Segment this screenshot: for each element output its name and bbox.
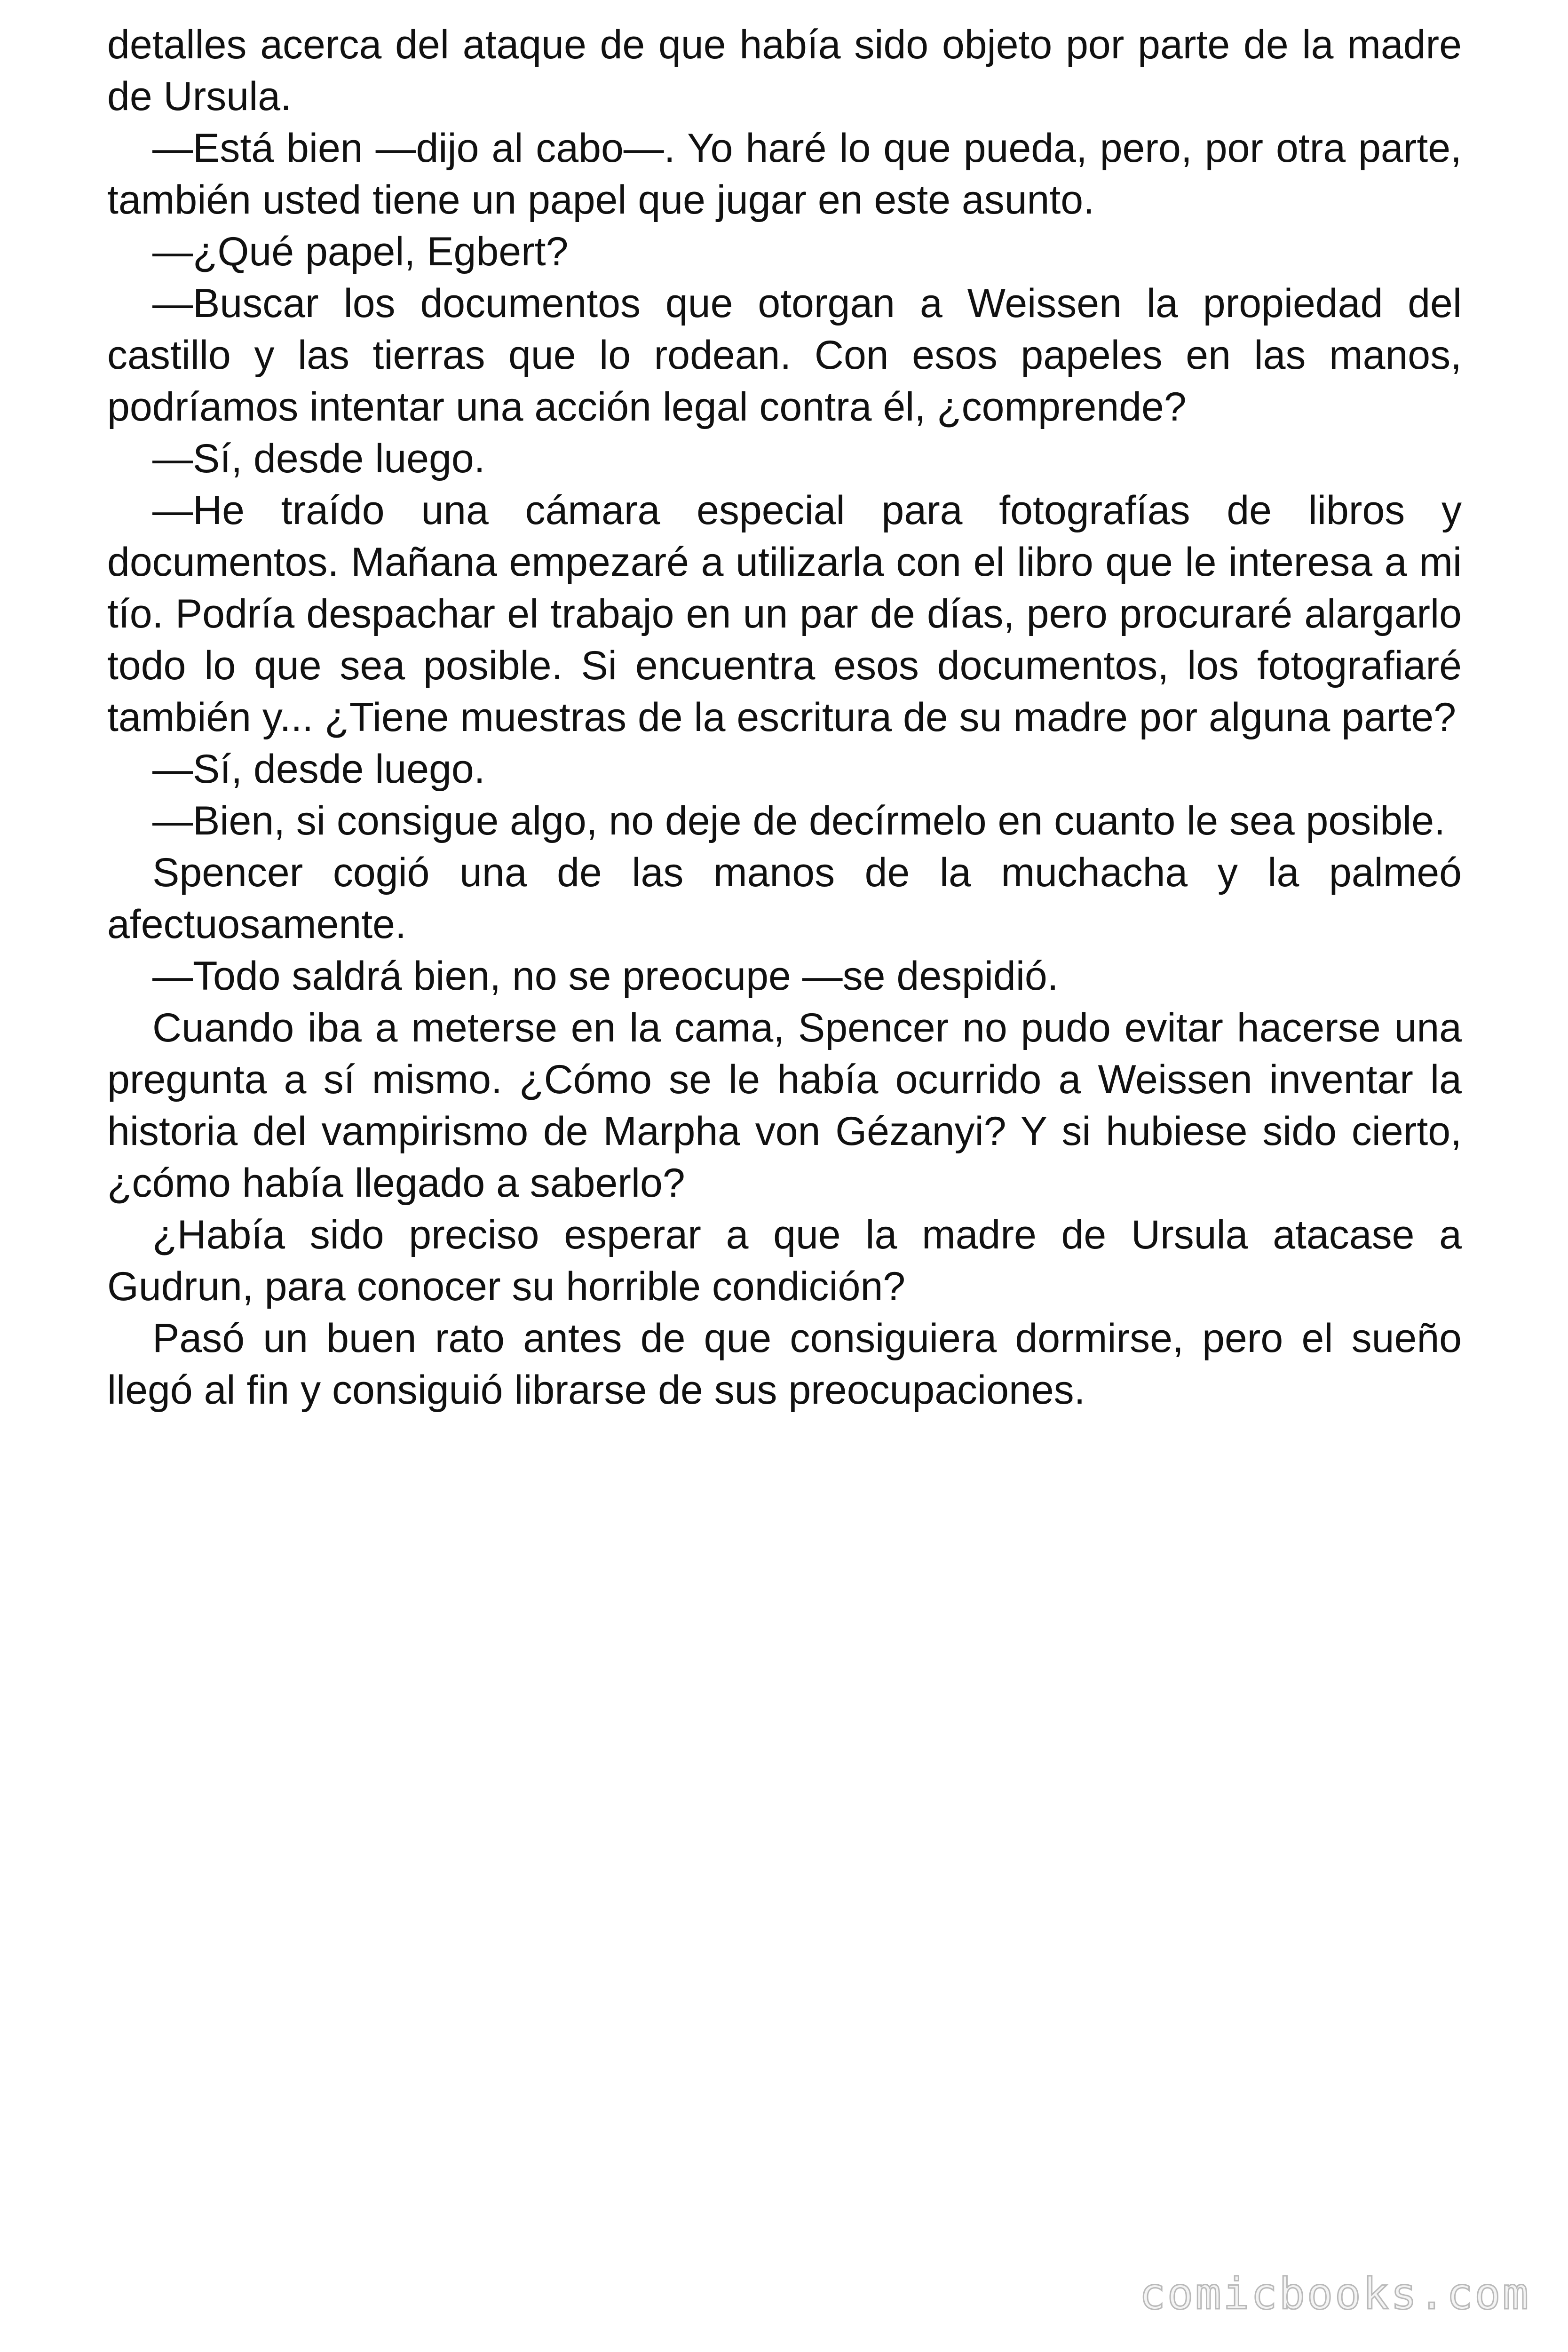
paragraph: —Sí, desde luego. (152, 747, 485, 792)
paragraph: —Está bien —dijo al cabo—. Yo haré lo que pueda, pero, por otra parte, también usted tiene un papel que jugar en este asunto. (107, 126, 1462, 222)
paragraph: —¿Qué papel, Egbert? (152, 229, 569, 274)
paragraph: Cuando iba a meterse en la cama, Spencer no pudo evitar hacerse una pregunta a sí mismo. ¿Cómo se le había ocurrido a Weissen inventar la historia del vampirismo de Marpha von Gézanyi? Y si hubiese sido cierto, ¿cómo había llegado a saberlo? (107, 1005, 1462, 1206)
paragraph: —Bien, si consigue algo, no deje de decírmelo en cuanto le sea posible. (152, 798, 1445, 843)
paragraph: Pasó un buen rato antes de que consiguiera dormirse, pero el sueño llegó al fin y consiguió librarse de sus preocupaciones. (107, 1316, 1462, 1413)
paragraph: —Buscar los documentos que otorgan a Weissen la propiedad del castillo y las tierras que lo rodean. Con esos papeles en las manos, podríamos intentar una acción legal contra él, ¿comprende? (107, 281, 1462, 429)
paragraph: —Sí, desde luego. (152, 436, 485, 481)
paragraph: Spencer cogió una de las manos de la muchacha y la palmeó afectuosamente. (107, 850, 1462, 947)
paragraph: ¿Había sido preciso esperar a que la madre de Ursula atacase a Gudrun, para conocer su horrible condición? (107, 1212, 1462, 1309)
watermark: comicbooks.com (1139, 2269, 1530, 2319)
page-body (107, 19, 1462, 1416)
paragraph: —He traído una cámara especial para fotografías de libros y documentos. Mañana empezaré a utilizarla con el libro que le interesa a mi tío. Podría despachar el trabajo en un par de días, pero procuraré alargarlo todo lo que sea posible. Si encuentra esos documentos, los fotografiaré también y... ¿Tiene muestras de la escritura de su madre por alguna parte? (107, 488, 1462, 740)
paragraph: detalles acerca del ataque de que había sido objeto por parte de la madre de Ursula. (107, 22, 1462, 119)
paragraph: —Todo saldrá bien, no se preocupe —se despidió. (152, 954, 1059, 999)
